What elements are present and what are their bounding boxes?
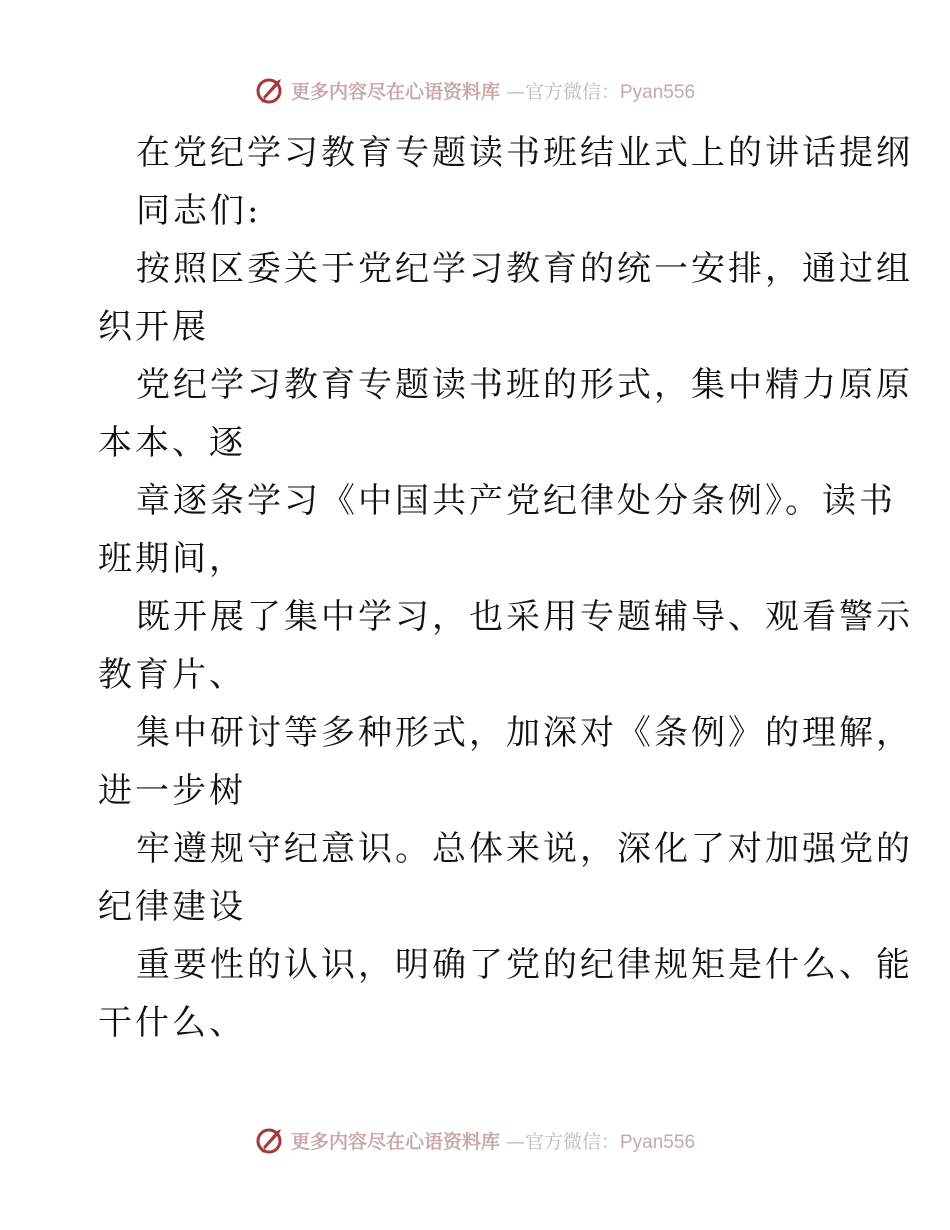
text-line: 牢遵规守纪意识。总体来说，深化了对加强党的 bbox=[136, 829, 913, 869]
text-line: 章逐条学习《中国共产党纪律处分条例》。读书 bbox=[136, 481, 896, 521]
text-line: 既开展了集中学习，也采用专题辅导、观看警示 bbox=[136, 597, 913, 637]
text-line: 按照区委关于党纪学习教育的统一安排，通过组 bbox=[136, 249, 913, 289]
watermark-dash-text: —官方微信： bbox=[505, 1130, 620, 1153]
text-line: 党纪学习教育专题读书班的形式，集中精力原原 bbox=[136, 365, 913, 405]
watermark-brand-text: 更多内容尽在心语资料库 bbox=[290, 80, 500, 103]
watermark-brand-text: 更多内容尽在心语资料库 bbox=[290, 1130, 500, 1153]
quill-in-circle-logo bbox=[255, 75, 285, 105]
watermark-wechat-id: Pyan556 bbox=[620, 1131, 696, 1153]
watermark-footer bbox=[0, 1120, 950, 1160]
watermark-wechat-label bbox=[506, 77, 695, 104]
document-body bbox=[98, 124, 913, 1052]
text-line: 教育片、 bbox=[98, 655, 246, 695]
text-line: 集中研讨等多种形式，加深对《条例》的理解， bbox=[136, 713, 913, 753]
quill-in-circle-logo bbox=[255, 1125, 285, 1155]
document-title: 在党纪学习教育专题读书班结业式上的讲话提纲 bbox=[136, 133, 913, 173]
text-line: 班期间， bbox=[98, 539, 246, 579]
watermark-header bbox=[0, 70, 950, 110]
text-line: 进一步树 bbox=[98, 771, 246, 811]
text-line: 纪律建设 bbox=[98, 887, 246, 927]
watermark-dash-text: —官方微信： bbox=[505, 80, 620, 103]
greeting-line: 同志们: bbox=[136, 191, 262, 231]
watermark-wechat-label bbox=[506, 1127, 695, 1154]
text-line: 织开展 bbox=[98, 307, 209, 347]
text-line: 重要性的认识，明确了党的纪律规矩是什么、能 bbox=[136, 945, 913, 985]
text-line: 本本、逐 bbox=[98, 423, 246, 463]
watermark-wechat-id: Pyan556 bbox=[620, 81, 696, 103]
paragraph-lines bbox=[98, 240, 913, 1052]
text-line: 干什么、 bbox=[98, 1003, 246, 1043]
